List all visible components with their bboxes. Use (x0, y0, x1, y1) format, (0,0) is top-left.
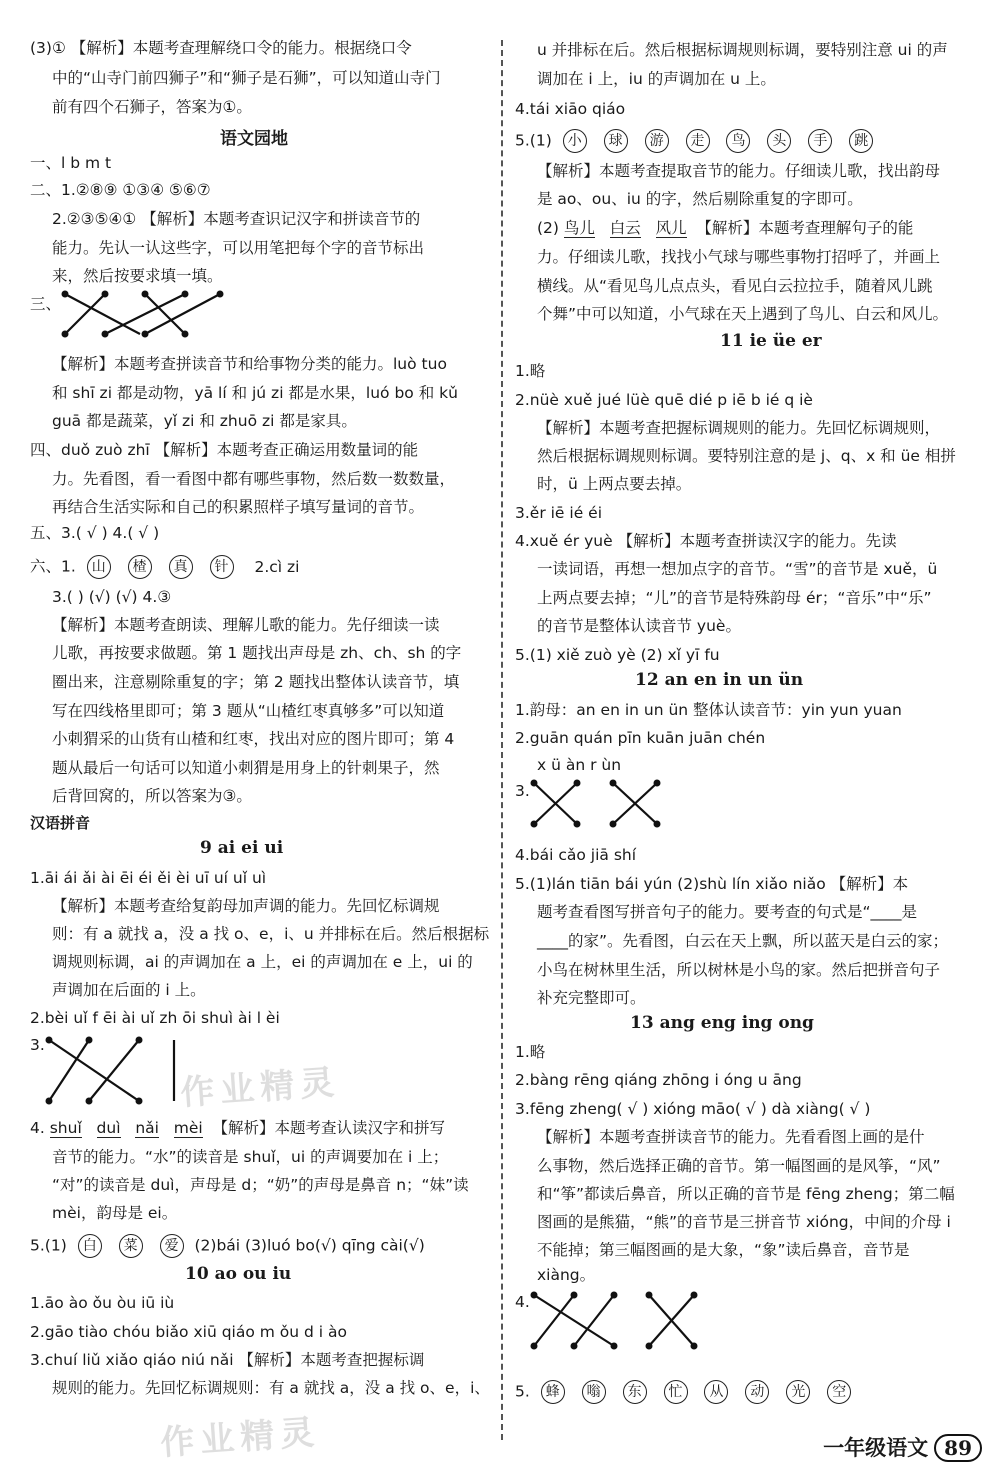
circled-char: 针 (210, 555, 234, 579)
underlined-word: 风儿 (655, 219, 687, 237)
text-line: 一、l b m t (30, 154, 112, 172)
text-line: 是 ao、ou、iu 的字，然后剔除重复的字即可。 (537, 190, 863, 208)
text-line: 然后根据标调规则标调。要特别注意的是 j、q、x 和 üe 相拼 (537, 447, 956, 465)
circled-char: 走 (686, 129, 710, 153)
text-line: 则：有 a 就找 a，没 a 找 o、e，i、u 并排标在后。然后根据标 (52, 925, 490, 943)
text-line: 2.guān quán pīn kuān juān chén (515, 729, 766, 747)
text-line: 1.āo ào ǒu òu iū iù (30, 1294, 175, 1312)
text-line: 【解析】本题考查提取音节的能力。仔细读儿歌，找出韵母 (537, 162, 941, 180)
question-four-right (515, 531, 897, 551)
text-line: 题考查看图写拼音句子的能力。要考查的句式是“____是 (537, 903, 918, 921)
text-line: 1.韵母：an en in un ün 整体认读音节：yin yun yuan (515, 701, 902, 719)
text-line: 圈出来，注意剔除重复的字；第 2 题找出整体认读音节，填 (52, 673, 460, 691)
circled-char: 小 (563, 129, 587, 153)
text-line: 四、duǒ zuò zhī 【解析】本题考查正确运用数量词的能 (30, 441, 419, 459)
text-line: 3.fēng zheng( √ ) xióng māo( √ ) dà xiàng( √ ) (515, 1100, 871, 1118)
text-line: x ü àn r ùn (537, 756, 622, 774)
circled-char: 动 (745, 1380, 769, 1404)
text-line: 3. (515, 782, 530, 800)
text-line: 小鸟在树林里生活，所以树林是小鸟的家。然后把拼音句子 (537, 961, 941, 979)
circled-char: 爱 (160, 1234, 184, 1258)
circled-char: 游 (645, 129, 669, 153)
question-four (30, 1118, 445, 1138)
circled-char: 跳 (849, 129, 873, 153)
page-footer (823, 1432, 982, 1462)
circled-char: 手 (808, 129, 832, 153)
circled-char: 白 (78, 1234, 102, 1258)
underlined-pinyin: duì (96, 1119, 121, 1137)
text-line: 【解析】本题考查把握标调规则的能力。先回忆标调规则， (537, 419, 941, 437)
text-line: 再结合生活实际和自己的积累照样子填写量词的音节。 (52, 498, 425, 516)
text-line: 声调加在后面的 i 上。 (52, 981, 206, 999)
text-line: 横线。从“看见鸟儿点点头，看见白云拉拉手，随着风儿跳 (537, 277, 933, 295)
question-five-last (515, 1380, 857, 1404)
circled-char: 菜 (119, 1234, 143, 1258)
q4-label: 4. (30, 1119, 45, 1137)
text-line: 来，然后按要求填一填。 (52, 267, 223, 285)
text-line: 3.( ) (√) (√) 4.③ (52, 588, 172, 606)
lesson-heading: 11 ie üe er (720, 331, 822, 351)
text-line: u 并排标在后。然后根据标调规则标调，要特别注意 ui 的声 (537, 41, 948, 59)
underlined-pinyin: nǎi (135, 1119, 159, 1137)
text-line: mèi，韵母是 ei。 (52, 1204, 178, 1222)
text-line: 4.tái xiāo qiáo (515, 100, 626, 118)
text-line: 中的“山寺门前四狮子”和“狮子是石狮”，可以知道山寺门 (52, 69, 441, 87)
circled-char: 楂 (128, 555, 152, 579)
text-line: 【解析】本题考查给复韵母加声调的能力。先回忆标调规 (52, 897, 440, 915)
text-line: 图画的是熊猫，“熊”的音节是三拼音节 xióng，中间的介母 i (537, 1213, 951, 1231)
lesson-heading: 9 ai ei ui (200, 838, 284, 858)
text-line: (2)bái (3)luó bo(√) qīng cài(√) (194, 1236, 425, 1255)
underlined-pinyin: mèi (173, 1119, 203, 1137)
question-two-right (515, 218, 913, 238)
text-line: 4. (515, 1293, 530, 1311)
page-number: 89 (934, 1434, 982, 1462)
circled-char: 山 (87, 555, 111, 579)
text-line: 【解析】本题考查理解句子的能 (696, 219, 914, 237)
circled-char: 头 (767, 129, 791, 153)
circled-char: 真 (169, 555, 193, 579)
circled-char: 忙 (664, 1380, 688, 1404)
text-line: 调规则标调，ai 的声调加在 a 上，ei 的声调加在 e 上，ui 的 (52, 953, 473, 971)
underlined-word: 鸟儿 (563, 219, 595, 237)
q5-label: 5. (515, 1382, 530, 1401)
text-line: ____的家”。先看图，白云在天上飘，所以蓝天是白云的家； (537, 932, 949, 950)
q2-label: (2) (537, 219, 559, 237)
text-line: 五、3.( √ ) 4.( √ ) (30, 524, 160, 542)
text-line: 音节的能力。“水”的读音是 shuǐ，ui 的声调要加在 i 上； (52, 1148, 449, 1166)
q5-label: 5.(1) (30, 1236, 67, 1255)
text-line: 【解析】本题考查认读汉字和拼写 (212, 1119, 446, 1137)
matching-lines (44, 1035, 184, 1111)
text-line: 三、 (30, 295, 62, 313)
text-line: 和 shī zi 都是动物，yā lí 和 jú zi 都是水果，luó bo 和 kǔ (52, 384, 458, 402)
text-line: 1.略 (515, 362, 546, 380)
text-line: 调加在 i 上，iu 的声调加在 u 上。 (537, 70, 776, 88)
matching-lines (529, 1290, 719, 1356)
watermark: 作业精灵 (159, 1412, 322, 1464)
text-line: 2.cì zi (254, 557, 300, 576)
circled-char: 东 (623, 1380, 647, 1404)
text-line: 题从最后一句话可以知道小刺猬是用身上的针刺果子，然 (52, 759, 440, 777)
text-line: 1.āi ái ǎi ài ēi éi ěi èi uī uí uǐ uì (30, 869, 267, 887)
section-heading: 语文园地 (220, 129, 288, 149)
text-line: 能力。先认一认这些字，可以用笔把每个字的音节标出 (52, 239, 425, 257)
text-line: 时，ü 上两点要去掉。 (537, 475, 692, 493)
circled-char: 从 (704, 1380, 728, 1404)
text-line: 【解析】本题考查拼读音节和给事物分类的能力。luò tuo (52, 355, 447, 373)
text-line: 2.bèi uǐ f ēi ài uǐ zh ōi shuì ài l èi (30, 1009, 280, 1027)
column-divider (501, 40, 503, 1440)
circled-char: 嗡 (582, 1380, 606, 1404)
text-line: 【解析】本题考查拼读汉字的能力。先读 (617, 532, 897, 550)
text-line: 2.bàng rēng qiáng zhōng i óng u āng (515, 1071, 802, 1089)
circled-char: 空 (827, 1380, 851, 1404)
text-line: 二、1.②⑧⑨ ①③④ ⑤⑥⑦ (30, 181, 211, 199)
text-line: 力。先看图，看一看图中都有哪些事物，然后数一数数量， (52, 470, 456, 488)
q4-pinyin: 4.xuě ér yuè (515, 532, 613, 550)
q5-label: 5.(1) (515, 131, 552, 150)
text-line: 5.(1)lán tiān bái yún (2)shù lín xiǎo niǎo 【解析】本 (515, 875, 909, 893)
circled-char: 蜂 (541, 1380, 565, 1404)
text-line: 3. (30, 1036, 45, 1054)
underlined-word: 白云 (609, 219, 641, 237)
text-line: 后背回窝的，所以答案为③。 (52, 787, 252, 805)
text-line: “对”的读音是 duì，声母是 d；“奶”的声母是鼻音 n；“妹”读 (52, 1176, 469, 1194)
underlined-pinyin: shuǐ (49, 1119, 82, 1137)
text-line: 规则的能力。先回忆标调规则：有 a 就找 a，没 a 找 o、e，i、 (52, 1379, 490, 1397)
text-line: 和“筝”都读后鼻音，所以正确的音节是 fēng zheng；第二幅 (537, 1185, 955, 1203)
text-line: 5.(1) xiě zuò yè (2) xǐ yī fu (515, 646, 720, 664)
text-line: 个舞”中可以知道，小气球在天上遇到了鸟儿、白云和风儿。 (537, 305, 949, 323)
question-five (30, 1234, 425, 1258)
text-line: 4.bái cǎo jiā shí (515, 846, 637, 864)
question-five-right (515, 129, 879, 153)
lesson-heading: 10 ao ou iu (185, 1264, 292, 1284)
text-line: 2.②③⑤④① 【解析】本题考查识记汉字和拼读音节的 (52, 210, 421, 228)
lesson-heading: 13 ang eng ing ong (630, 1013, 814, 1033)
text-line: 小刺猬采的山货有山楂和红枣，找出对应的图片即可；第 4 (52, 730, 455, 748)
text-line: 力。仔细读儿歌，找找小气球与哪些事物打招呼了，并画上 (537, 248, 941, 266)
matching-lines (529, 778, 669, 834)
text-line: 补充完整即可。 (537, 989, 646, 1007)
text-line: 【解析】本题考查朗读、理解儿歌的能力。先仔细读一读 (52, 616, 440, 634)
text-line: 【解析】本题考查拼读音节的能力。先看看图上画的是什 (537, 1128, 925, 1146)
matching-lines (60, 288, 230, 344)
footer-title: 一年级语文 (823, 1435, 929, 1460)
text-line: guā 都是蔬菜，yǐ zi 和 zhuō zi 都是家具。 (52, 412, 357, 430)
text-line: xiàng。 (537, 1266, 596, 1284)
text-line: 3.chuí liǔ xiǎo qiáo niú nǎi 【解析】本题考查把握标调 (30, 1351, 425, 1369)
circled-char: 光 (786, 1380, 810, 1404)
text-line: 不能掉；第三幅图画的是大象，“象”读后鼻音，音节是 (537, 1241, 910, 1259)
text-line: 的音节是整体认读音节 yuè。 (537, 617, 741, 635)
text-line: 2.nüè xuě jué lüè quē dié p iē b ié q iè (515, 391, 813, 409)
circled-char: 鸟 (726, 129, 750, 153)
circled-char: 球 (604, 129, 628, 153)
text-line: 3.ěr iē ié éi (515, 504, 603, 522)
text-line: 一读词语，再想一想加点字的音节。“雪”的音节是 xuě，ü (537, 560, 938, 578)
lesson-heading: 12 an en in un ün (635, 670, 804, 690)
six-label: 六、1. (30, 557, 76, 576)
text-line: 么事物，然后选择正确的音节。第一幅图画的是风筝，“风” (537, 1157, 941, 1175)
text-line: 上两点要去掉；“儿”的音节是特殊韵母 ér；“音乐”中“乐” (537, 589, 932, 607)
question-six (30, 555, 299, 579)
text-line: 写在四线格里即可；第 3 题从“山楂红枣真够多”可以知道 (52, 702, 445, 720)
text-line: 儿歌，再按要求做题。第 1 题找出声母是 zh、ch、sh 的字 (52, 644, 462, 662)
text-line: 1.略 (515, 1043, 546, 1061)
watermark: 作业精灵 (179, 1062, 342, 1114)
text-line: (3)① 【解析】本题考查理解绕口令的能力。根据绕口令 (30, 39, 412, 57)
text-line: 前有四个石狮子，答案为①。 (52, 98, 252, 116)
section-label: 汉语拼音 (30, 814, 91, 832)
text-line: 2.gāo tiào chóu biǎo xiū qiáo m ǒu d i ào (30, 1323, 347, 1341)
